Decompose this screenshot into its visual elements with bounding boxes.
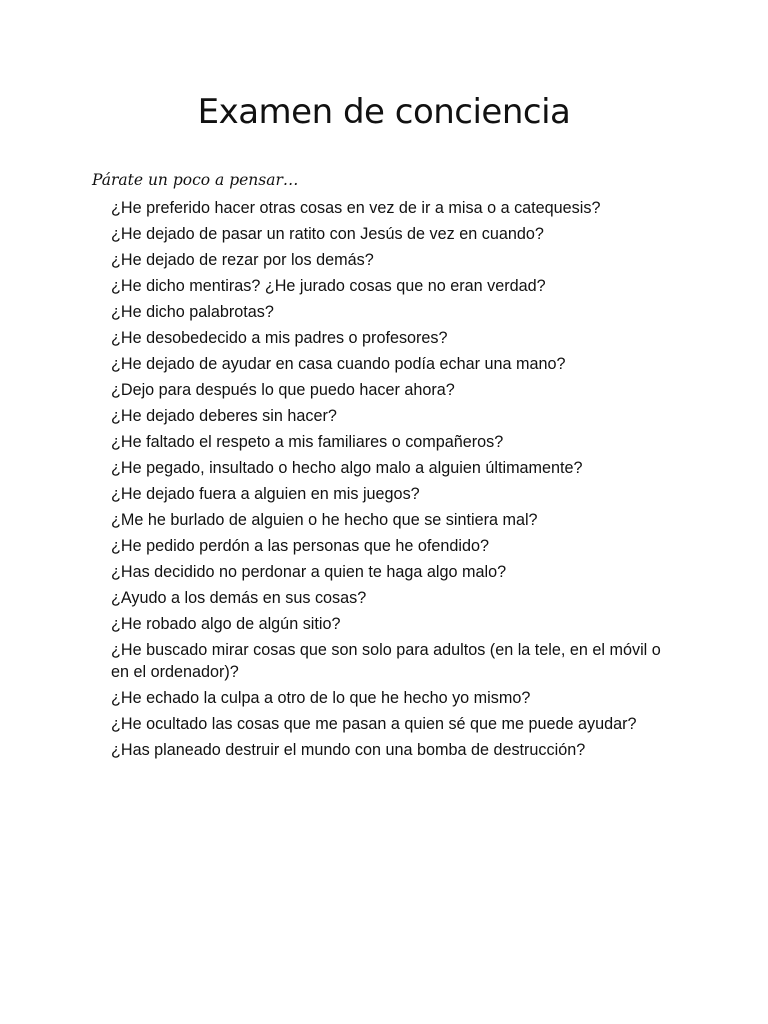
page-title: Examen de conciencia: [197, 92, 571, 132]
question-item: ¿He dejado de rezar por los demás?: [111, 251, 374, 269]
question-item: ¿Has planeado destruir el mundo con una bomba de destrucción?: [111, 741, 586, 759]
question-item: ¿He robado algo de algún sitio?: [111, 615, 341, 633]
question-item: ¿He dejado deberes sin hacer?: [111, 407, 337, 425]
question-item: ¿Ayudo a los demás en sus cosas?: [111, 589, 367, 607]
question-item: ¿He pedido perdón a las personas que he ofendido?: [111, 537, 489, 555]
question-list: [111, 197, 671, 765]
question-item: ¿He desobedecido a mis padres o profesores?: [111, 329, 448, 347]
question-item: ¿He echado la culpa a otro de lo que he hecho yo mismo?: [111, 689, 531, 707]
intro-text: Párate un poco a pensar…: [92, 171, 299, 189]
question-item: ¿He faltado el respeto a mis familiares o compañeros?: [111, 433, 504, 451]
question-item: ¿He dejado fuera a alguien en mis juegos?: [111, 485, 420, 503]
question-item: ¿Has decidido no perdonar a quien te haga algo malo?: [111, 563, 507, 581]
question-item: ¿He dicho mentiras? ¿He jurado cosas que no eran verdad?: [111, 277, 546, 295]
question-item: ¿He dicho palabrotas?: [111, 303, 274, 321]
question-item: ¿Me he burlado de alguien o he hecho que se sintiera mal?: [111, 511, 538, 529]
question-item: ¿He dejado de ayudar en casa cuando podía echar una mano?: [111, 355, 566, 373]
question-item: ¿Dejo para después lo que puedo hacer ahora?: [111, 381, 455, 399]
question-item: ¿He pegado, insultado o hecho algo malo a alguien últimamente?: [111, 459, 583, 477]
question-item: ¿He preferido hacer otras cosas en vez de ir a misa o a catequesis?: [111, 199, 601, 217]
question-item: ¿He ocultado las cosas que me pasan a quien sé que me puede ayudar?: [111, 715, 637, 733]
question-item: ¿He buscado mirar cosas que son solo para adultos (en la tele, en el móvil o en el ordenador)?: [111, 641, 661, 681]
question-item: ¿He dejado de pasar un ratito con Jesús de vez en cuando?: [111, 225, 544, 243]
